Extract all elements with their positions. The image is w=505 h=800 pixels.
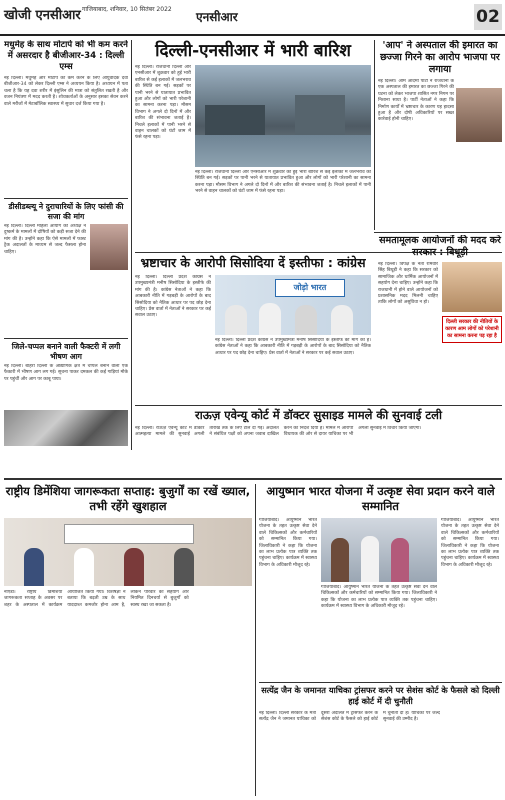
ayushman-headline: आयुष्मान भारत योजना में उत्कृष्ट सेवा प्रदान करने वाले सम्मानित <box>266 484 495 513</box>
banner-text: जोड़ो भारत <box>275 279 345 297</box>
press-conference-photo <box>215 275 371 335</box>
fire-photo <box>4 410 128 446</box>
main-story-headline: दिल्ली-एनसीआर में भारी बारिश <box>155 41 351 61</box>
page-header <box>0 0 505 36</box>
column-rule <box>255 484 256 796</box>
congress-story <box>135 255 371 403</box>
congress-body-cont: नई दिल्ली। दिल्ली प्रदेश कांग्रेस ने उपमुख्यमंत्री मनीष सिसोदिया के इस्तीफे की मांग की है। कांग्रेस नेताओं ने कहा कि आबकारी नीति में गड़बड़ी के आरोपों के बाद सिसोदिया को नैतिक आधार पर पद छोड़ देना चाहिए। प्रेस वार्ता में नेताओं ने सरकार पर कई सवाल उठाए। <box>215 338 371 356</box>
right-story-headline: 'आप' ने अस्पताल की इमारत का छज्जा गिरने का आरोप भाजपा पर लगाया <box>380 40 500 75</box>
right-story <box>378 40 502 230</box>
dateline: गाजियाबाद, शनिवार, 10 सितंबर 2022 <box>82 6 172 13</box>
left-story3-body: नई दिल्ली। बाहरी दिल्ली के औद्योगिक क्षेत्र में चप्पल बनाने वाली एक फैक्टरी में भीषण आग लग गई। सूचना पाकर दमकल की कई गाड़ियां मौके पर पहुंचीं और आग पर काबू पाया। <box>4 364 128 382</box>
divider <box>135 405 502 406</box>
bidhuri-quote: दिल्ली सरकार की नीतियों के कारण आम लोगों को परेशानी का सामना करना पड़ रहा है <box>445 319 499 339</box>
newspaper-masthead: खोजी एनसीआर <box>4 8 81 23</box>
dementia-story <box>4 484 252 796</box>
ayushman-body-col3: गाजियाबाद। आयुष्मान भारत योजना के तहत उत्कृष्ट सेवा देने वाले चिकित्सकों और कर्मचारियों को सम्मानित किया गया। जिलाधिकारी ने कहा कि योजना का लाभ प्रत्येक पात्र व्यक्ति तक पहुंचना चाहिए। कार्यक्रम में स्वास्थ्य विभाग के अधिकारी मौजूद रहे। <box>441 518 499 568</box>
column-rule <box>374 40 375 230</box>
satyendar-headline: सत्येंद्र जैन के जमानत याचिका ट्रांसफर करने पर सेशंस कोर्ट के फैसले को दिल्ली हाई कोर्ट में दी चुनौती <box>261 685 500 706</box>
divider <box>374 232 502 233</box>
divider <box>4 338 128 339</box>
left-story-headline: मधुमेह के साथ मोटापे को भी कम करने में असरदार है बीजीआर-34 : दिल्ली एम्स <box>4 40 128 72</box>
bidhuri-body: नई दिल्ली। विपक्ष के नेता रामवीर सिंह बिधूड़ी ने कहा कि सरकार को सामाजिक और धार्मिक आयोजनों में सहयोग देना चाहिए। उन्होंने कहा कि राजधानी में होने वाले आयोजनों को प्रशासनिक मदद मिलनी चाहिए ताकि लोगों को असुविधा न हो। <box>378 262 438 306</box>
right-story-body: नई दिल्ली। आम आदमी पार्टी ने राजधानी के एक अस्पताल की इमारत का छज्जा गिरने की घटना को लेकर भाजपा शासित नगर निगम पर निशाना साधा है। पार्टी नेताओं ने कहा कि निर्माण कार्यों में भ्रष्टाचार के कारण यह हादसा हुआ है और दोषी अधिकारियों पर सख्त कार्रवाई होनी चाहिए। <box>378 79 454 123</box>
portrait-photo <box>90 224 128 270</box>
section-title: एनसीआर <box>196 10 238 24</box>
satyendar-body: नई दिल्ली। दिल्ली सरकार के मंत्री सत्येंद्र जैन ने जमानत याचिका को दूसरी अदालत में ट्रांसफर करने के सेशंस कोर्ट के फैसले को हाई कोर्ट में चुनौती दी है। याचिका पर जल्द सुनवाई की उम्मीद है। <box>259 711 440 723</box>
main-story-body: नई दिल्ली। राजधानी दिल्ली और एनसीआर में शुक्रवार को हुई भारी बारिश से कई इलाकों में जलभराव की स्थिति बन गई। सड़कों पर पानी भरने से यातायात प्रभावित हुआ और लोगों को भारी परेशानी का सामना करना पड़ा। मौसम विभाग ने अगले दो दिनों में और बारिश की संभावना जताई है। निचले इलाकों में पानी भरने से वाहन चालकों को घंटों जाम में फंसे रहना पड़ा। <box>135 65 191 141</box>
dementia-photo <box>4 518 252 586</box>
ayushman-body-cont: गाजियाबाद। आयुष्मान भारत योजना के तहत उत्कृष्ट सेवा देने वाले चिकित्सकों और कर्मचारियों को सम्मानित किया गया। जिलाधिकारी ने कहा कि योजना का लाभ प्रत्येक पात्र व्यक्ति तक पहुंचना चाहिए। कार्यक्रम में स्वास्थ्य विभाग के अधिकारी मौजूद रहे। <box>321 585 437 610</box>
column-rule <box>131 40 132 450</box>
bidhuri-headline: समतामूलक आयोजनों की मदद करे सरकार : बिधूड़ी <box>379 235 501 258</box>
divider <box>4 198 128 199</box>
divider <box>259 682 502 683</box>
dementia-body: नोएडा। राष्ट्रीय डिमेंशिया जागरूकता सप्ताह के अवसर पर शहर के अस्पताल में कार्यक्रम आयोजित किया गया। विशेषज्ञों ने बताया कि बढ़ती उम्र के साथ याददाश्त कमजोर होना आम है, लेकिन परिवार का सहयोग और नियमित दिनचर्या से बुजुर्गों को स्वस्थ रखा जा सकता है। <box>4 590 189 608</box>
left-column <box>4 40 128 450</box>
ayushman-story <box>259 484 502 680</box>
dementia-headline: राष्ट्रीय डिमेंशिया जागरूकता सप्ताह: बुजुर्गों का रखें ख्याल, तभी रहेंगे खुशहाल <box>5 484 251 513</box>
left-story2-headline: डीसीडब्ल्यू ने दुराचारियों के लिए फांसी की सजा की मांग <box>8 202 124 221</box>
satyendar-story <box>259 685 502 796</box>
left-story3-headline: जिले-चप्पल बनाने वाली फैक्टरी में लगी भीषण आग <box>11 342 121 361</box>
bidhuri-story <box>378 235 502 403</box>
congress-body: नई दिल्ली। दिल्ली प्रदेश कांग्रेस ने उपमुख्यमंत्री मनीष सिसोदिया के इस्तीफे की मांग की है। कांग्रेस नेताओं ने कहा कि आबकारी नीति में गड़बड़ी के आरोपों के बाद सिसोदिया को नैतिक आधार पर पद छोड़ देना चाहिए। प्रेस वार्ता में नेताओं ने सरकार पर कई सवाल उठाए। <box>135 275 211 319</box>
section-divider <box>4 478 502 480</box>
left-story2-body: नई दिल्ली। दिल्ली महिला आयोग की अध्यक्ष ने दुष्कर्म के मामलों में दोषियों को कड़ी सजा देने की मांग की है। उन्होंने कहा कि ऐसे मामलों में फास्ट ट्रैक अदालतों के माध्यम से जल्द फैसला होना चाहिए। <box>4 224 86 255</box>
court-story <box>135 408 502 476</box>
court-headline: राऊज़ एवेन्यू कोर्ट में डॉक्टर सुसाइड मामले की सुनवाई टली <box>195 408 442 422</box>
main-story <box>135 40 371 250</box>
leader-photo <box>456 88 502 142</box>
left-story-body: नई दिल्ली। मधुमेह और मोटापे को कम करने के लिए आयुर्वेदिक दवा बीजीआर-34 को लेकर दिल्ली एम्स ने अध्ययन किया है। अध्ययन में पता चला है कि यह दवा शरीर में इंसुलिन की मात्रा को संतुलित रखती है और वजन नियंत्रण में मदद करती है। शोधकर्ताओं के अनुसार इसका सेवन करने वाले मरीजों में मेटाबॉलिक स्वास्थ्य में सुधार दर्ज किया गया है। <box>4 76 128 107</box>
ayushman-body: गाजियाबाद। आयुष्मान भारत योजना के तहत उत्कृष्ट सेवा देने वाले चिकित्सकों और कर्मचारियों को सम्मानित किया गया। जिलाधिकारी ने कहा कि योजना का लाभ प्रत्येक पात्र व्यक्ति तक पहुंचना चाहिए। कार्यक्रम में स्वास्थ्य विभाग के अधिकारी मौजूद रहे। <box>259 518 317 568</box>
congress-headline: भ्रष्टाचार के आरोपी सिसोदिया दें इस्तीफा : कांग्रेस <box>140 255 366 270</box>
ayushman-photo <box>321 518 437 582</box>
flood-photo <box>195 65 371 167</box>
court-body: नई दिल्ली। राऊज़ एवेन्यू कोर्ट में डॉक्टर आत्महत्या मामले की सुनवाई अगली तारीख तक के लिए टाल दी गई। अदालत ने संबंधित पक्षों को अपना जवाब दाखिल करने का निर्देश दिया है। मामले में आरोपी विधायक की ओर से दायर याचिका पर भी अगली सुनवाई में विचार किया जाएगा। <box>135 426 422 438</box>
bidhuri-photo <box>442 262 502 312</box>
page-number: 02 <box>474 4 502 30</box>
main-story-body-cont: नई दिल्ली। राजधानी दिल्ली और एनसीआर में शुक्रवार को हुई भारी बारिश से कई इलाकों में जलभराव की स्थिति बन गई। सड़कों पर पानी भरने से यातायात प्रभावित हुआ और लोगों को भारी परेशानी का सामना करना पड़ा। मौसम विभाग ने अगले दो दिनों में और बारिश की संभावना जताई है। निचले इलाकों में पानी भरने से वाहन चालकों को घंटों जाम में फंसे रहना पड़ा। <box>195 170 371 195</box>
